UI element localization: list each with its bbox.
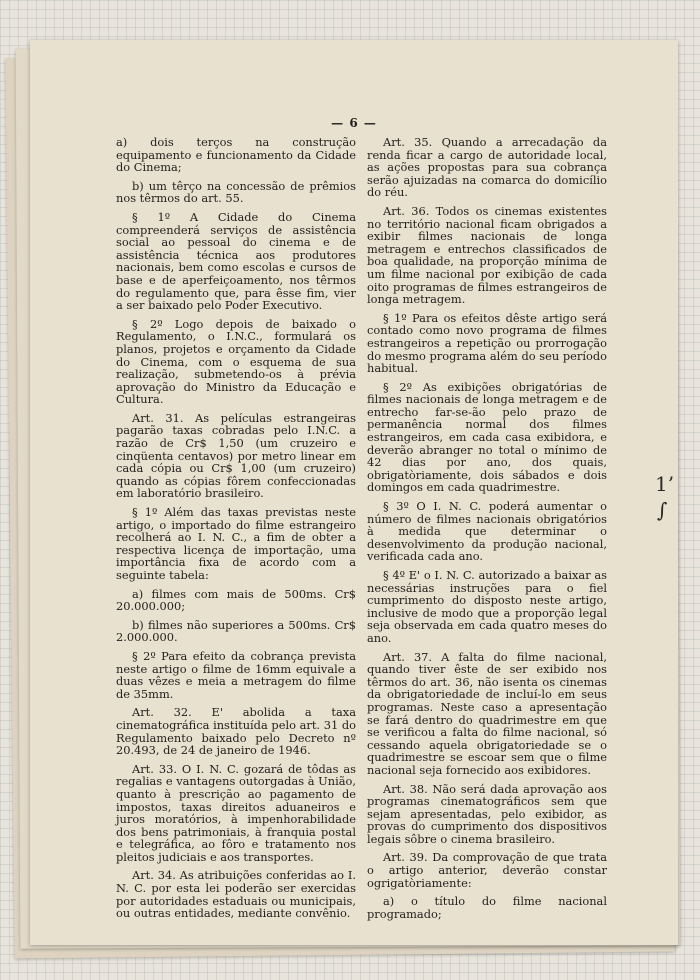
paragraph: a) dois terços na construção equipamento e funcionamento da Cidade do Cinema; [116, 135, 356, 175]
paragraph: Art. 39. Da comprovação de que trata o artigo anterior, deverão constar ogrigatòriamente: [367, 850, 607, 890]
paragraph: b) um têrço na concessão de prêmios nos têrmos do art. 55. [116, 178, 356, 206]
paragraph: § 1º A Cidade do Cinema compreenderá serviços de assistência social ao pessoal do cinema e de assistência técnica aos produtores nacionais, bem como escolas e cursos de base e de aperfeiçoamento, nos têrmos do regulamento que, para êsse fim, vier a ser baixado pelo Poder Executivo. [116, 209, 356, 313]
handwritten-margin-mark: ∫ [657, 498, 668, 522]
paragraph: § 3º O I. N. C. poderá aumentar o número de filmes nacionais obrigatórios à medida que determinar o desenvolvimento da produção nacional, verificada cada ano. [367, 499, 607, 564]
paragraph: Art. 37. A falta do filme nacional, quando tiver êste de ser exibido nos têrmos do art. 36, não isenta os cinemas da obrigatoriedade de incluí-lo em seus programas. Neste caso a apresentação se fará dentro do quadrimestre em que se verificou a falta do filme nacional, só cessando aquela obrigatoriedade se o quadrimestre se escoar sem que o filme nacional seja fornecido aos exibidores. [367, 649, 607, 777]
paragraph: Art. 32. E' abolida a taxa cinematográfica instituída pelo art. 31 do Regulamento baixado pelo Decreto nº 20.493, de 24 de janeiro de 1946. [116, 705, 356, 758]
document-page [30, 40, 678, 945]
paragraph: § 2º As exibições obrigatórias de filmes nacionais de longa metragem e de entrecho far-se-ão pelo prazo de permanência normal dos filmes estrangeiros, em cada casa exibidora, e deverão abranger no total o mínimo de 42 dias por ano, dos quais, obrigatòriamente, dois sábados e dois domingos em cada quadrimestre. [367, 379, 607, 495]
paragraph: Art. 38. Não será dada aprovação aos programas cinematográficos sem que sejam apresentadas, pelo exibidor, as provas do cumprimento dos dispositivos legais sôbre o cinema brasileiro. [367, 781, 607, 846]
paragraph: a) filmes com mais de 500ms. Cr$ 20.000.000; [116, 586, 356, 614]
page-number: — 6 — [331, 116, 377, 130]
paragraph: Art. 33. O I. N. C. gozará de tôdas as regalias e vantagens outorgadas à União, quanto à prescrição ao pagamento de impostos, taxas direitos aduaneiros e juros moratórios, à impenhorabilidade dos bens patrimoniais, à franquia postal e telegráfica, ao fôro e tratamento nos pleitos judiciais e aos transportes. [116, 761, 356, 864]
paragraph: Art. 35. Quando a arrecadação da renda ficar a cargo de autoridade local, as ações propostas para sua cobrança serão ajuizadas na comarca do domicílio do réu. [367, 135, 607, 200]
paragraph: § 1º Para os efeitos dêste artigo será contado como novo programa de filmes estrangeiros a repetição ou prorrogação do mesmo programa além do seu período habitual. [367, 310, 607, 376]
paragraph: § 2º Para efeito da cobrança prevista neste artigo o filme de 16mm equivale a duas vêzes e meia a metragem do filme de 35mm. [116, 648, 356, 701]
paragraph: b) filmes não superiores a 500ms. Cr$ 2.000.000. [116, 617, 356, 645]
right-column [367, 136, 607, 926]
left-column [116, 136, 356, 926]
paragraph: Art. 36. Todos os cinemas existentes no território nacional ficam obrigados a exibir filmes nacionais de longa metragem e entrechos classificados de boa qualidade, na proporção mínima de um filme nacional por exibição de cada oito programas de filmes estrangeiros de longa metragem. [367, 203, 607, 307]
paragraph: Art. 34. As atribuições conferidas ao I. N. C. por esta lei poderão ser exercidas por autoridades estaduais ou municipais, ou outras entidades, mediante convênio. [116, 868, 356, 921]
paragraph: § 4º E' o I. N. C. autorizado a baixar as necessárias instruções para o fiel cumprimento do disposto neste artigo, inclusive de modo que a proporção legal seja observada em cada quatro meses do ano. [367, 568, 607, 645]
paragraph: § 1º Além das taxas previstas neste artigo, o importado do filme estrangeiro recolherá ao I. N. C., a fim de obter a respectiva licença de importação, uma importância fixa de acordo com a seguinte tabela: [116, 505, 356, 582]
paragraph: § 2º Logo depois de baixado o Regulamento, o I.N.C., formulará os planos, projetos e orçamento da Cidade do Cinema, com o esquema de sua realização, submetendo-os à prévia aprovação do Ministro da Educação e Cultura. [116, 316, 356, 407]
handwritten-margin-mark: 1’ [655, 472, 675, 496]
paragraph: Art. 31. As películas estrangeiras pagarão taxas cobradas pelo I.N.C. a razão de Cr$ 1,50 (um cruzeiro e cinqüenta centavos) por metro linear em cada cópia ou Cr$ 1,00 (um cruzeiro) quando as cópias fôrem confeccionadas em laboratório brasileiro. [116, 410, 356, 501]
paragraph: a) o título do filme nacional programado; [367, 894, 607, 921]
